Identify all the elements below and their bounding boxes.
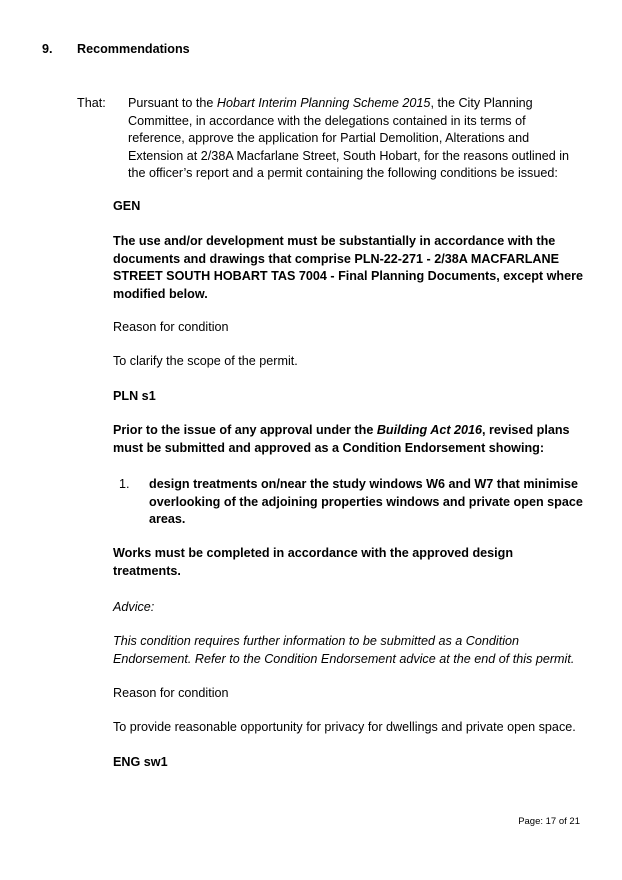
condition-pln-s1-reason-label: Reason for condition <box>113 686 229 700</box>
list-item-text: design treatments on/near the study windows W6 and W7 that minimise overlooking of the adjoining properties windows and private open space areas. <box>149 477 583 526</box>
condition-code-pln-s1: PLN s1 <box>113 389 156 403</box>
intro-suffix: , the City Planning Committee, in accordance with the delegations contained in its terms of reference, approve the application for Partial Demolition, Alterations and Extension at 2/38A Macfarlane Street, South Hobart, for the reasons outlined in the officer’s report and a permit containing the following conditions be issued: <box>128 96 570 180</box>
pln-intro-suffix: , revised plans must be submitted and approved as a Condition Endorsement showing: <box>113 423 570 455</box>
condition-code-eng-sw1: ENG sw1 <box>113 755 168 769</box>
condition-pln-s1-advice-text: This condition requires further information to be submitted as a Condition Endorsement. Refer to the Condition Endorsement advice at the end of this permit. <box>113 634 575 666</box>
pln-intro-prefix: Prior to the issue of any approval under the <box>113 423 377 437</box>
condition-pln-s1-advice-label: Advice: <box>113 600 155 614</box>
condition-pln-s1-reason-text: To provide reasonable opportunity for privacy for dwellings and private open space. <box>113 720 576 734</box>
condition-gen-reason-text: To clarify the scope of the permit. <box>113 354 298 368</box>
intro-prefix: Pursuant to the <box>128 96 217 110</box>
condition-gen-text: The use and/or development must be substantially in accordance with the documents and drawings that comprise PLN-22-271 - 2/38A MACFARLANE STREET SOUTH HOBART TAS 7004 - Final Planning Documents, except where modified below. <box>113 234 584 301</box>
section-title: Recommendations <box>77 42 190 56</box>
condition-pln-s1-intro <box>113 422 583 457</box>
condition-pln-s1-works: Works must be completed in accordance with the approved design treatments. <box>113 546 514 578</box>
section-number: 9. <box>42 42 53 56</box>
page-number: Page: 17 of 21 <box>518 816 580 827</box>
building-act-name: Building Act 2016 <box>376 423 483 437</box>
list-item-number: 1. <box>119 477 130 491</box>
condition-code-gen: GEN <box>113 199 141 213</box>
resolution-label: That: <box>77 96 106 110</box>
condition-gen-reason-label: Reason for condition <box>113 320 229 334</box>
resolution-intro <box>128 95 573 183</box>
planning-scheme-name: Hobart Interim Planning Scheme 2015 <box>216 96 431 110</box>
